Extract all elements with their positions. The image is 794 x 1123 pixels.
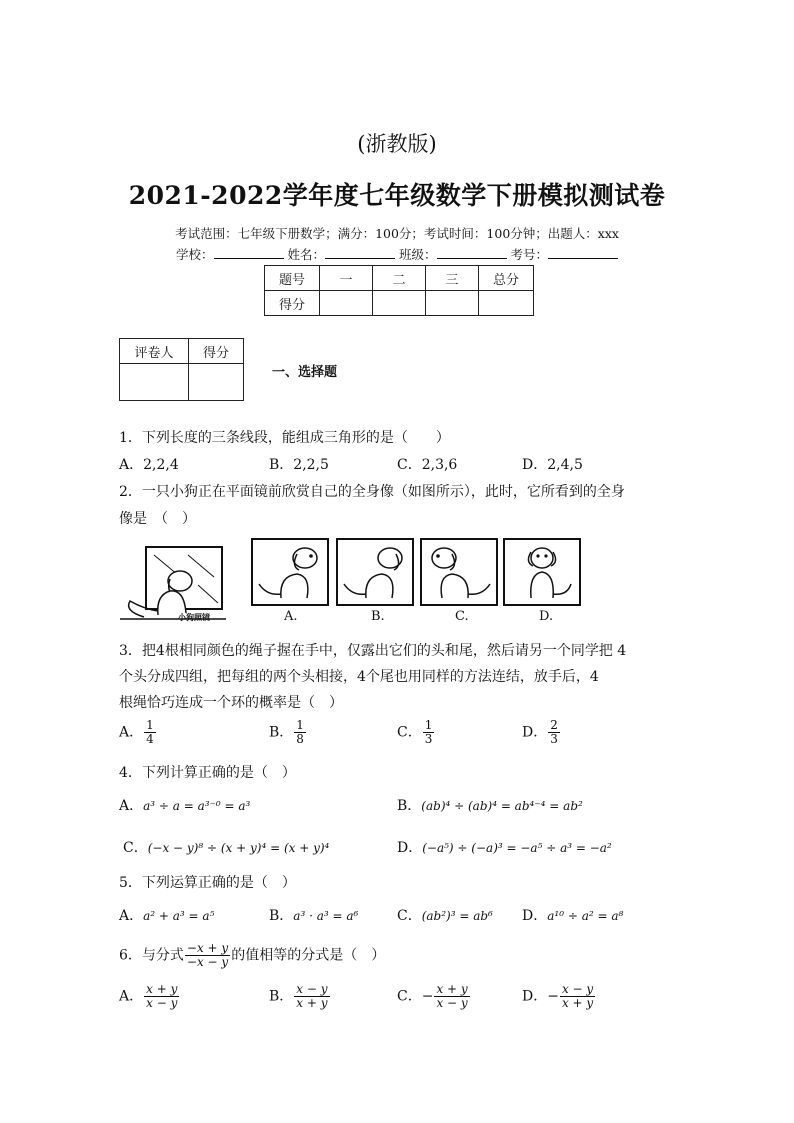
grader-blank-cell[interactable] bbox=[120, 364, 189, 401]
score-blank-cell[interactable] bbox=[373, 291, 426, 316]
q4-option-c[interactable] bbox=[123, 837, 329, 857]
school-blank[interactable] bbox=[214, 245, 284, 259]
question-3-line1: 3．把4根相同颜色的绳子握在手中，仅露出它们的头和尾，然后请另一个同学把 4 bbox=[119, 643, 627, 659]
mirror-caption: 小狗照镜 bbox=[178, 612, 210, 622]
q5-option-a-letter: A． bbox=[119, 908, 144, 924]
q6-option-a-denominator: x − y bbox=[146, 996, 178, 1010]
q6-option-d-letter: D． bbox=[522, 988, 548, 1005]
number-label: 考号： bbox=[510, 247, 548, 262]
q4-option-a-letter: A． bbox=[119, 798, 144, 814]
q5-option-b[interactable] bbox=[269, 905, 358, 925]
score-blank-cell[interactable] bbox=[426, 291, 479, 316]
q1-option-b[interactable]: B．2,2,5 bbox=[269, 457, 329, 473]
q4-option-c-letter: C． bbox=[123, 840, 148, 856]
q2-label-d: D. bbox=[539, 609, 554, 624]
q3-option-c-letter: C． bbox=[397, 724, 422, 741]
q4-option-b-letter: B． bbox=[397, 798, 422, 814]
q3-option-c-numerator: 1 bbox=[424, 718, 433, 732]
q6-option-c-sign: − bbox=[421, 988, 434, 1005]
q3-option-c-fraction bbox=[423, 719, 435, 746]
q3-option-b-numerator: 1 bbox=[296, 718, 304, 732]
q6-option-c-fraction bbox=[434, 983, 469, 1010]
q6-stem-fraction bbox=[185, 942, 230, 969]
q3-option-a-denominator: 4 bbox=[146, 732, 154, 746]
class-label: 班级： bbox=[398, 247, 437, 262]
score-table-header-row bbox=[265, 266, 534, 291]
school-label: 学校： bbox=[175, 247, 214, 262]
q6-stem-denominator: −x − y bbox=[186, 955, 229, 969]
q3-option-b-fraction bbox=[294, 719, 306, 746]
q5-option-b-expr: a³ · a³ = a⁶ bbox=[293, 909, 359, 923]
number-blank[interactable] bbox=[548, 245, 618, 259]
score-cell: 总分 bbox=[479, 266, 534, 291]
q6-option-d-fraction bbox=[560, 983, 595, 1010]
q5-option-b-letter: B． bbox=[269, 908, 294, 924]
score-cell: 二 bbox=[373, 266, 426, 291]
exam-subtitle: (浙教版) bbox=[357, 132, 437, 156]
question-2-stem-line1: 2．一只小狗正在平面镜前欣赏自己的全身像（如图所示），此时，它所看到的全身 bbox=[119, 484, 625, 500]
grader-score-blank-cell[interactable] bbox=[189, 364, 244, 401]
q6-option-d-sign: − bbox=[547, 988, 559, 1005]
q1-option-c[interactable]: C．2,3,6 bbox=[397, 457, 458, 473]
name-blank[interactable] bbox=[325, 245, 395, 259]
q6-option-a[interactable] bbox=[119, 983, 180, 1010]
q3-option-b-letter: B． bbox=[269, 724, 294, 741]
q5-option-c[interactable] bbox=[397, 905, 493, 925]
question-6-stem bbox=[119, 942, 385, 969]
q6-option-a-letter: A． bbox=[119, 988, 144, 1005]
question-4-stem: 4．下列计算正确的是（ ） bbox=[119, 765, 296, 781]
q2-image-d[interactable] bbox=[503, 538, 581, 608]
q2-image-c[interactable] bbox=[420, 538, 498, 608]
q6-option-d[interactable] bbox=[522, 983, 596, 1010]
q2-label-a: A. bbox=[284, 609, 298, 624]
q5-option-d-letter: D． bbox=[522, 908, 548, 924]
q3-option-d-denominator: 3 bbox=[550, 732, 558, 746]
name-label: 姓名： bbox=[287, 247, 325, 262]
q6-stem-numerator: −x + y bbox=[186, 941, 229, 955]
q3-option-c[interactable] bbox=[397, 719, 435, 746]
q2-label-b: B. bbox=[371, 609, 385, 624]
question-1-stem: 1．下列长度的三条线段，能组成三角形的是（ ） bbox=[119, 430, 450, 446]
mirror-dog-image bbox=[118, 545, 228, 625]
score-row-label: 得分 bbox=[265, 291, 320, 316]
score-blank-cell[interactable] bbox=[320, 291, 373, 316]
class-blank[interactable] bbox=[437, 245, 507, 259]
q3-option-b[interactable] bbox=[269, 719, 307, 746]
q2-image-b[interactable] bbox=[336, 538, 414, 608]
q6-option-c-letter: C． bbox=[397, 988, 422, 1005]
q5-option-a[interactable] bbox=[119, 905, 214, 925]
q6-option-b[interactable] bbox=[269, 983, 331, 1010]
q6-option-c-numerator: x + y bbox=[436, 982, 468, 996]
q6-option-d-denominator: x + y bbox=[561, 996, 594, 1010]
q3-option-a-numerator: 1 bbox=[146, 718, 154, 732]
q6-option-b-letter: B． bbox=[269, 988, 294, 1005]
score-table bbox=[264, 265, 534, 316]
question-5-stem: 5．下列运算正确的是（ ） bbox=[119, 875, 296, 891]
score-blank-cell[interactable] bbox=[479, 291, 534, 316]
section-title: 一、选择题 bbox=[272, 365, 338, 380]
q3-option-b-denominator: 8 bbox=[296, 732, 304, 746]
q6-option-b-fraction bbox=[294, 983, 329, 1010]
q5-option-c-expr: (ab²)³ = ab⁶ bbox=[421, 909, 493, 923]
grader-table bbox=[119, 338, 244, 401]
q6-option-b-denominator: x + y bbox=[296, 996, 328, 1010]
score-cell: 一 bbox=[320, 266, 373, 291]
q6-option-a-numerator: x + y bbox=[146, 982, 178, 996]
question-3-line3: 根绳恰巧连成一个环的概率是（ ） bbox=[119, 695, 343, 711]
q4-option-d-letter: D． bbox=[397, 840, 423, 856]
score-cell: 题号 bbox=[265, 266, 320, 291]
q6-option-c-denominator: x − y bbox=[436, 996, 468, 1010]
grader-header: 评卷人 bbox=[120, 339, 189, 364]
q3-option-d[interactable] bbox=[522, 719, 561, 746]
q6-stem-pre: 6．与分式 bbox=[119, 947, 184, 964]
q6-option-a-fraction bbox=[144, 983, 179, 1010]
score-cell: 三 bbox=[426, 266, 479, 291]
exam-title: 2021-2022学年度七年级数学下册模拟测试卷 bbox=[128, 181, 666, 210]
q6-option-d-numerator: x − y bbox=[561, 982, 594, 996]
q3-option-a-letter: A． bbox=[119, 724, 144, 741]
q5-option-d-expr: a¹⁰ ÷ a² = a⁸ bbox=[547, 909, 624, 923]
q6-option-b-numerator: x − y bbox=[296, 982, 328, 996]
q1-option-a[interactable]: A．2,2,4 bbox=[119, 457, 179, 473]
q4-option-d-expr: (−a⁵) ÷ (−a)³ = −a⁵ ÷ a³ = −a² bbox=[422, 841, 612, 855]
q5-option-a-expr: a² + a³ = a⁵ bbox=[143, 909, 215, 923]
score-table-score-row bbox=[265, 291, 534, 316]
q4-option-d[interactable] bbox=[397, 837, 612, 857]
q3-option-d-fraction bbox=[548, 719, 560, 746]
q3-option-a-fraction bbox=[144, 719, 156, 746]
q5-option-c-letter: C． bbox=[397, 908, 422, 924]
student-fields bbox=[0, 245, 794, 263]
question-2-stem-line2: 像是 （ ） bbox=[119, 511, 196, 527]
question-3-line2: 个头分成四组，把每组的两个头相接，4个尾也用同样的方法连结，放手后，4 bbox=[119, 669, 599, 685]
q3-option-d-letter: D． bbox=[522, 724, 548, 741]
q4-option-a-expr: a³ ÷ a = a³⁻⁰ = a³ bbox=[143, 799, 251, 813]
q3-option-a[interactable] bbox=[119, 719, 157, 746]
q4-option-a[interactable] bbox=[119, 795, 250, 815]
q4-option-b-expr: (ab)⁴ ÷ (ab)⁴ = ab⁴⁻⁴ = ab² bbox=[421, 799, 583, 813]
q1-option-d[interactable]: D．2,4,5 bbox=[522, 457, 583, 473]
grader-score-header: 得分 bbox=[189, 339, 244, 364]
q3-option-d-numerator: 2 bbox=[550, 718, 558, 732]
q4-option-c-expr: (−x − y)⁸ ÷ (x + y)⁴ = (x + y)⁴ bbox=[147, 841, 330, 855]
q6-stem-post: 的值相等的分式是（ ） bbox=[231, 947, 386, 964]
exam-info: 考试范围：七年级下册数学；满分：100分；考试时间：100分钟；出题人：xxx bbox=[175, 226, 619, 241]
q2-label-c: C. bbox=[455, 609, 469, 624]
q2-image-a[interactable] bbox=[251, 538, 329, 608]
q5-option-d[interactable] bbox=[522, 905, 623, 925]
q6-option-c[interactable] bbox=[397, 983, 471, 1010]
q4-option-b[interactable] bbox=[397, 795, 583, 815]
q3-option-c-denominator: 3 bbox=[424, 732, 433, 746]
